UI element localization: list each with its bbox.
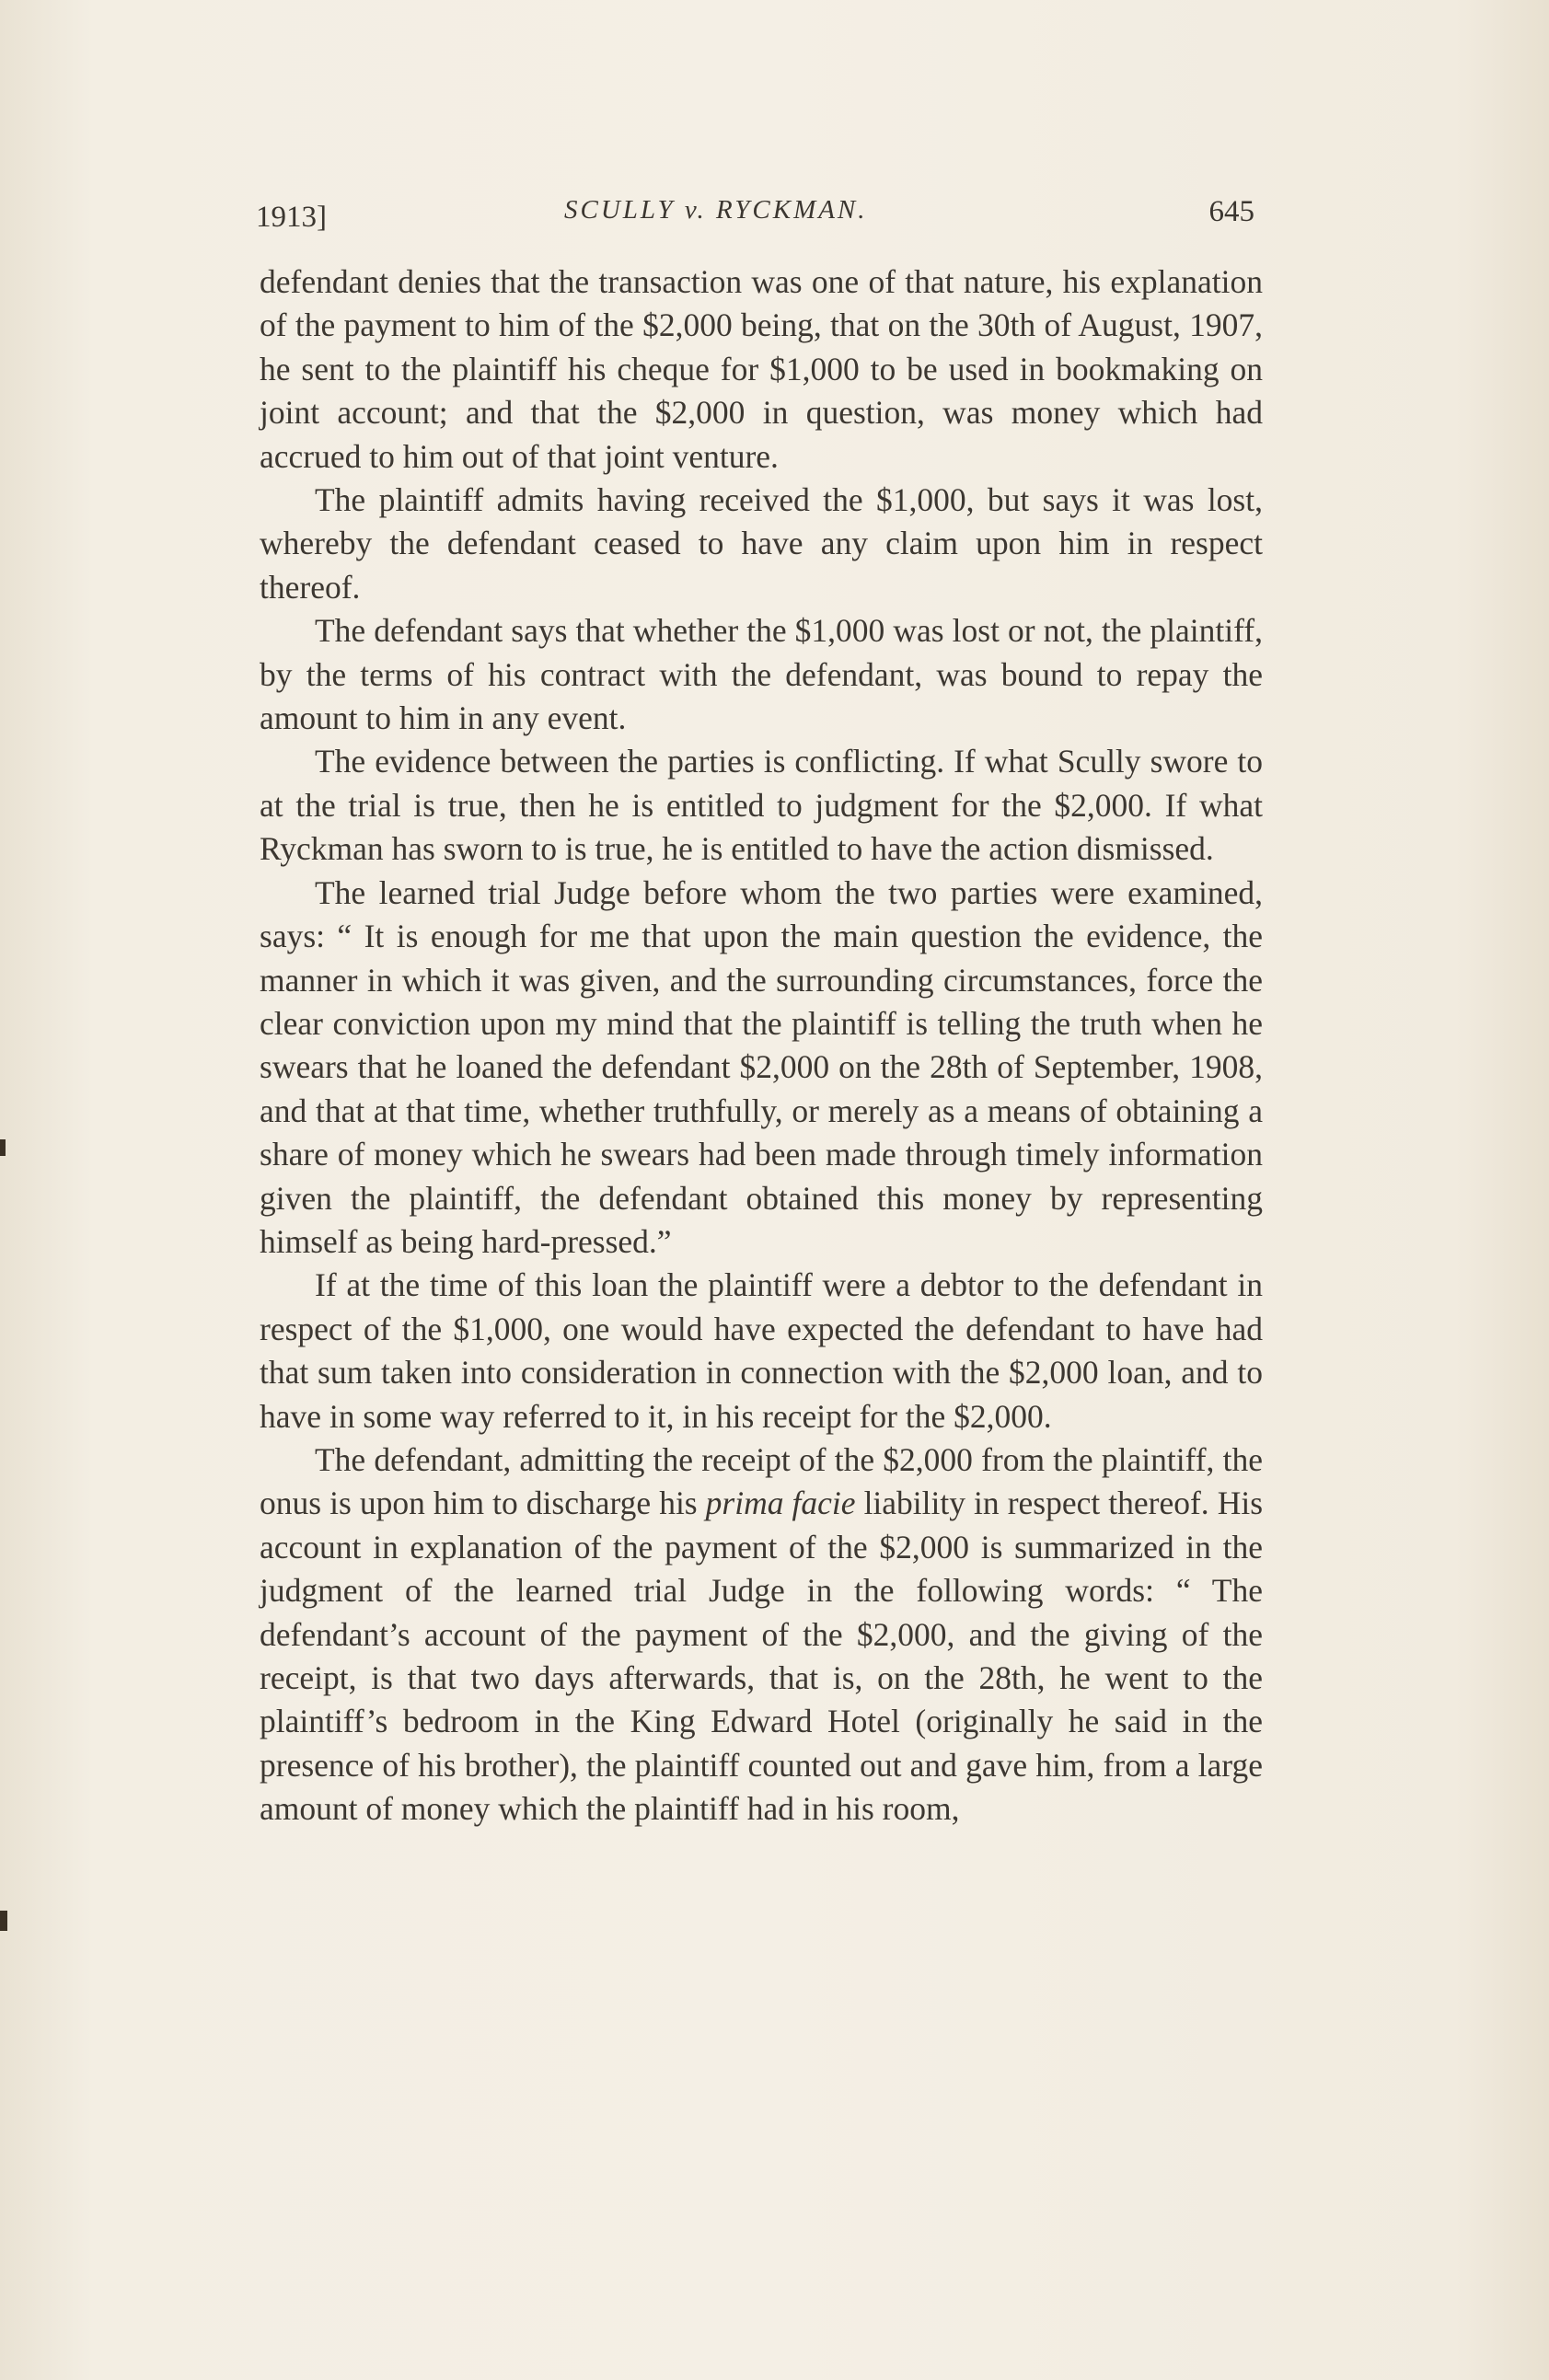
paragraph [260,1438,1263,1831]
paragraph [260,740,1263,871]
running-title: SCULLY v. RYCKMAN. [564,195,868,225]
paragraph-text: The defendant says that whether the $1,000 was lost or not, the plaintiff, by the terms of his contract with the defendant, was bound to repay the amount to him in any event. [260,612,1263,737]
header-year: 1913] [256,201,327,234]
paragraph [260,479,1263,609]
paragraph [260,1264,1263,1438]
paragraph [260,609,1263,740]
paragraph-text: The plaintiff admits having received the $1,000, but says it was lost, whereby the defendant ceased to have any claim upon him in respect thereof. [260,481,1263,606]
page-number: 645 [1208,195,1254,228]
paragraph-text: The evidence between the parties is conflicting. If what Scully swore to at the trial is true, then he is entitled to judgment for the $2,000. If what Ryckman has sworn to is true, he is entitled to have the action dismissed. [260,743,1263,868]
binding-mark [0,1139,6,1156]
paragraph [260,260,1263,479]
binding-mark [0,1911,7,1931]
body-text [260,260,1263,1831]
paragraph-text: The defendant, admitting the receipt of the $2,000 from the plaintiff, the onus is upon him to discharge his [260,1440,1263,1522]
paragraph-text: If at the time of this loan the plaintiff were a debtor to the defendant in respect of the $1,000, one would have expected the defendant to have had that sum taken into consideration in connection with the $2,000 loan, and to have in some way referred to it, in his receipt for the $2,000. [260,1266,1263,1435]
page-header [256,195,1268,236]
paragraph-text: The learned trial Judge before whom the two parties were examined, says: “ It is enough for me that upon the main question the evidence, the manner in which it was given, and the surrounding circumstances, force the clear conviction upon my mind that the plaintiff is telling the truth when he swears that he loaned the defendant $2,000 on the 28th of September, 1908, and that at that time, whether truthfully, or merely as a means of obtaining a share of money which he swears had been made through timely information given the plaintiff, the defendant obtained this money by representing himself as being hard-pressed.” [260,873,1263,1260]
paragraph-text: defendant denies that the transaction was one of that nature, his explanation of the payment to him of the $2,000 being, that on the 30th of August, 1907, he sent to the plaintiff his cheque for $1,000 to be used in bookmaking on joint account; and that the $2,000 in question, was money which had accrued to him out of that joint venture. [260,263,1263,475]
italic-phrase: prima facie [705,1485,856,1522]
paragraph-text: liability in respect thereof. His account in explanation of the payment of the $2,000 is summarized in the judgment of the learned trial Judge in the following words: “ The defendant’s account of the payment of the $2,000, and the giving of the receipt, is that two days afterwards, that is, on the 28th, he went to the plaintiff’s bedroom in the King Edward Hotel (originally he said in the presence of his brother), the plaintiff counted out and gave him, from a large amount of money which the plaintiff had in his room, [260,1485,1264,1828]
paragraph [260,872,1263,1265]
